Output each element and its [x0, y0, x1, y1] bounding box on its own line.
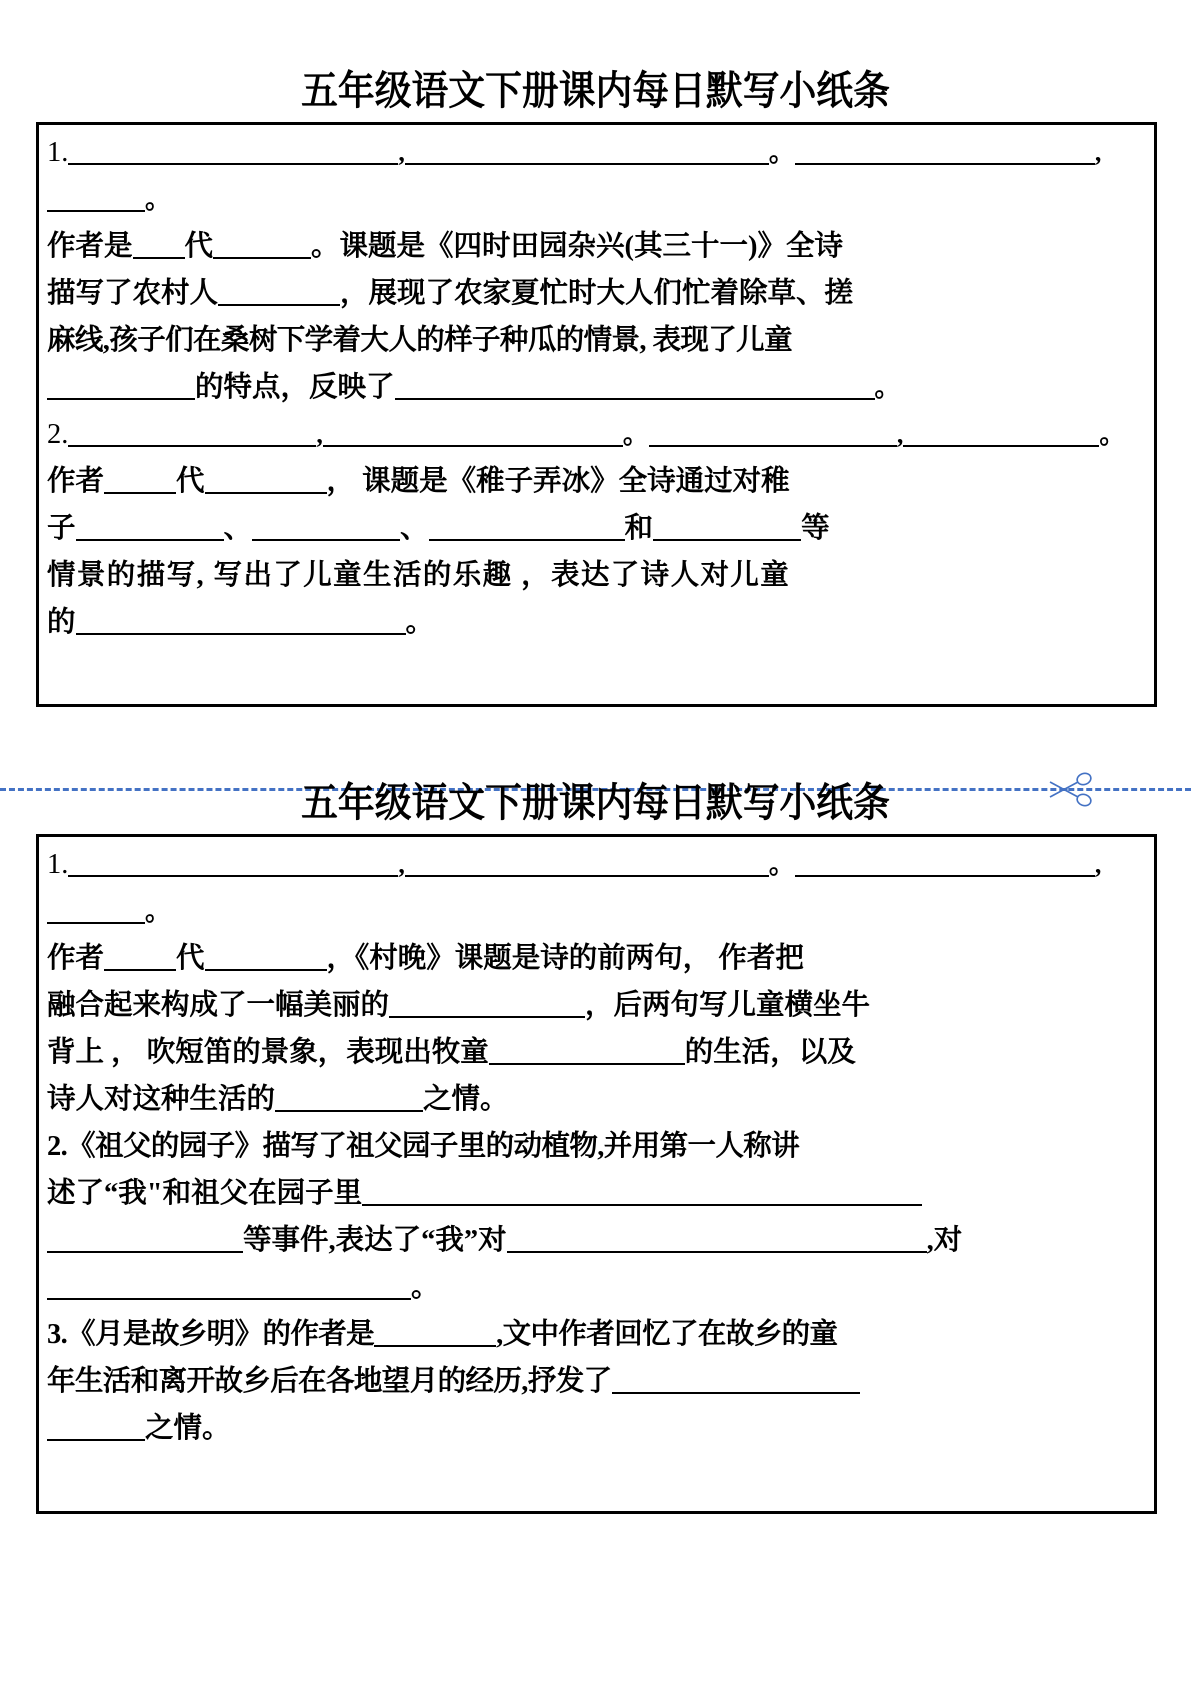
q2-text: 子 [47, 513, 76, 544]
comma-mark: , [316, 420, 323, 449]
q2-text: 。 [411, 1272, 440, 1303]
period-mark: 。 [145, 897, 172, 926]
answer-blank[interactable] [47, 372, 195, 400]
answer-blank[interactable] [205, 943, 327, 971]
card-2-q1-number: 1. [47, 849, 69, 880]
comma-mark: , [896, 420, 904, 449]
q1-text: ，展现了农家夏忙时大人们忙着除草、搓 [340, 278, 854, 309]
card-1-q2-line-3: 情景的描写, 写出了儿童生活的乐趣 ，表达了诗人对儿童 [47, 560, 791, 591]
answer-blank[interactable] [362, 1178, 922, 1206]
q1-text: 的生活，以及 [684, 1037, 856, 1068]
answer-blank[interactable] [68, 849, 398, 877]
dun-mark: 、 [400, 513, 429, 544]
q2-text: 。 [405, 607, 435, 638]
comma-mark: , [1094, 138, 1102, 167]
q1-text: 反映了 [309, 372, 395, 403]
answer-blank[interactable] [47, 896, 145, 924]
q3-text: 年生活和离开故乡后在各地望月的经历,抒发了 [47, 1366, 612, 1397]
q2-text: 的 [47, 607, 76, 638]
card-2-title: 五年级语文下册课内每日默写小纸条 [301, 780, 890, 825]
card-2-q3-line-1 [47, 1311, 1144, 1358]
card-2-q1-poem-line-1 [47, 841, 1144, 888]
card-1-q1-line-2 [47, 270, 1144, 317]
q1-text: 作者 [47, 943, 105, 974]
q2-text: ， 课题是《稚子弄冰》全诗通过对稚 [326, 466, 790, 497]
q1-text: 描写了农村人 [47, 278, 219, 309]
card-1-q1-line-3: 麻线,孩子们在桑树下学着大人的样子种瓜的情景, 表现了儿童 [47, 325, 792, 356]
answer-blank[interactable] [104, 466, 176, 494]
answer-blank[interactable] [133, 231, 185, 259]
card-2-content-box [36, 834, 1157, 1514]
period-mark: 。 [622, 420, 649, 449]
card-2-q2-line-4 [47, 1264, 1144, 1311]
comma-mark: , [398, 850, 405, 879]
answer-blank[interactable] [389, 990, 585, 1018]
card-1-q1-poem-line-2 [47, 176, 1144, 223]
answer-blank[interactable] [213, 231, 311, 259]
card-2-q2-line-2 [47, 1170, 1144, 1217]
card-2-q3-line-2 [47, 1358, 1144, 1405]
answer-blank[interactable] [653, 513, 801, 541]
q3-text: ,文中作者回忆了在故乡的童 [496, 1319, 838, 1350]
answer-blank[interactable] [795, 137, 1095, 165]
card-1-q2-line-4 [47, 599, 1144, 646]
answer-blank[interactable] [68, 137, 398, 165]
q1-text: 的特点， [195, 372, 310, 403]
card-1-q1-line-1 [47, 223, 1144, 270]
card-2-q3-line-3 [47, 1405, 1144, 1452]
card-2-q2-line-1: 2.《祖父的园子》描写了祖父园子里的动植物,并用第一人称讲 [47, 1131, 800, 1162]
q1-text: 融合起来构成了一幅美丽的 [47, 990, 390, 1021]
comma-mark: , [398, 138, 405, 167]
answer-blank[interactable] [205, 466, 327, 494]
card-1-q2-number: 2. [47, 419, 69, 450]
card-2-q1-line-1 [47, 935, 1144, 982]
answer-blank[interactable] [275, 1084, 423, 1112]
answer-blank[interactable] [612, 1366, 860, 1394]
dun-mark: 、 [223, 513, 253, 544]
period-mark: 。 [1099, 420, 1126, 449]
answer-blank[interactable] [795, 849, 1095, 877]
card-2-q1-poem-line-2 [47, 888, 1144, 935]
card-1-q1-number: 1. [47, 137, 69, 168]
q1-text: ，《村晚》课题是诗的前两句， 作者把 [326, 943, 804, 974]
period-mark: 。 [768, 138, 795, 167]
q3-text: 3.《月是故乡明》的作者是 [47, 1319, 375, 1350]
answer-blank[interactable] [47, 184, 145, 212]
period-mark: 。 [145, 185, 172, 214]
answer-blank[interactable] [68, 419, 316, 447]
answer-blank[interactable] [374, 1319, 496, 1347]
answer-blank[interactable] [76, 607, 406, 635]
q2-text: 作者 [47, 466, 105, 497]
card-2-q2-line-3 [47, 1217, 1144, 1264]
card-1-q1-line-4 [47, 364, 1144, 411]
answer-blank[interactable] [405, 137, 769, 165]
answer-blank[interactable] [47, 1272, 411, 1300]
worksheet-card-1 [0, 66, 1191, 707]
comma-mark: , [1094, 850, 1102, 879]
q1-text: 。课题是《四时田园杂兴(其三十一)》全诗 [311, 231, 844, 262]
answer-blank[interactable] [252, 513, 400, 541]
answer-blank[interactable] [76, 513, 224, 541]
q1-text: 之情。 [423, 1084, 509, 1115]
q2-text: 和 [624, 513, 654, 544]
q1-text: 代 [184, 231, 214, 262]
q1-text: 诗人对这种生活的 [47, 1084, 276, 1115]
period-mark: 。 [768, 850, 795, 879]
q1-text: 背上 ， 吹短笛的景象，表现出牧童 [47, 1037, 489, 1068]
q3-text: 之情。 [145, 1413, 231, 1444]
answer-blank[interactable] [649, 419, 897, 447]
answer-blank[interactable] [104, 943, 176, 971]
q2-text: 述了“我"和祖父在园子里 [47, 1178, 363, 1209]
q2-text: 等事件,表达了“我”对 [243, 1225, 507, 1256]
card-1-q2-line-2 [47, 505, 1144, 552]
q1-text: 作者是 [47, 231, 133, 262]
answer-blank[interactable] [489, 1037, 685, 1065]
q2-text: 代 [176, 466, 205, 497]
answer-blank[interactable] [429, 513, 625, 541]
q1-text: ，后两句写儿童横坐牛 [585, 990, 871, 1021]
q2-text: ,对 [926, 1225, 963, 1256]
q2-text: 等 [801, 513, 830, 544]
answer-blank[interactable] [903, 419, 1099, 447]
card-1-content-box [36, 122, 1157, 707]
period-mark: 。 [874, 373, 901, 402]
card-2-q1-line-2 [47, 982, 1144, 1029]
answer-blank[interactable] [47, 1225, 243, 1253]
answer-blank[interactable] [405, 849, 769, 877]
answer-blank[interactable] [395, 372, 875, 400]
worksheet-card-2 [0, 778, 1191, 1514]
answer-blank[interactable] [507, 1225, 927, 1253]
card-1-q1-poem-line-1 [47, 129, 1144, 176]
card-2-q1-line-3 [47, 1029, 1144, 1076]
card-1-title: 五年级语文下册课内每日默写小纸条 [301, 68, 890, 113]
answer-blank[interactable] [218, 278, 340, 306]
card-1-q2-line-1 [47, 458, 1144, 505]
card-2-q1-line-4 [47, 1076, 1144, 1123]
q1-text: 代 [176, 943, 205, 974]
answer-blank[interactable] [323, 419, 623, 447]
card-1-q2-poem-line-1 [47, 411, 1144, 458]
answer-blank[interactable] [47, 1413, 145, 1441]
